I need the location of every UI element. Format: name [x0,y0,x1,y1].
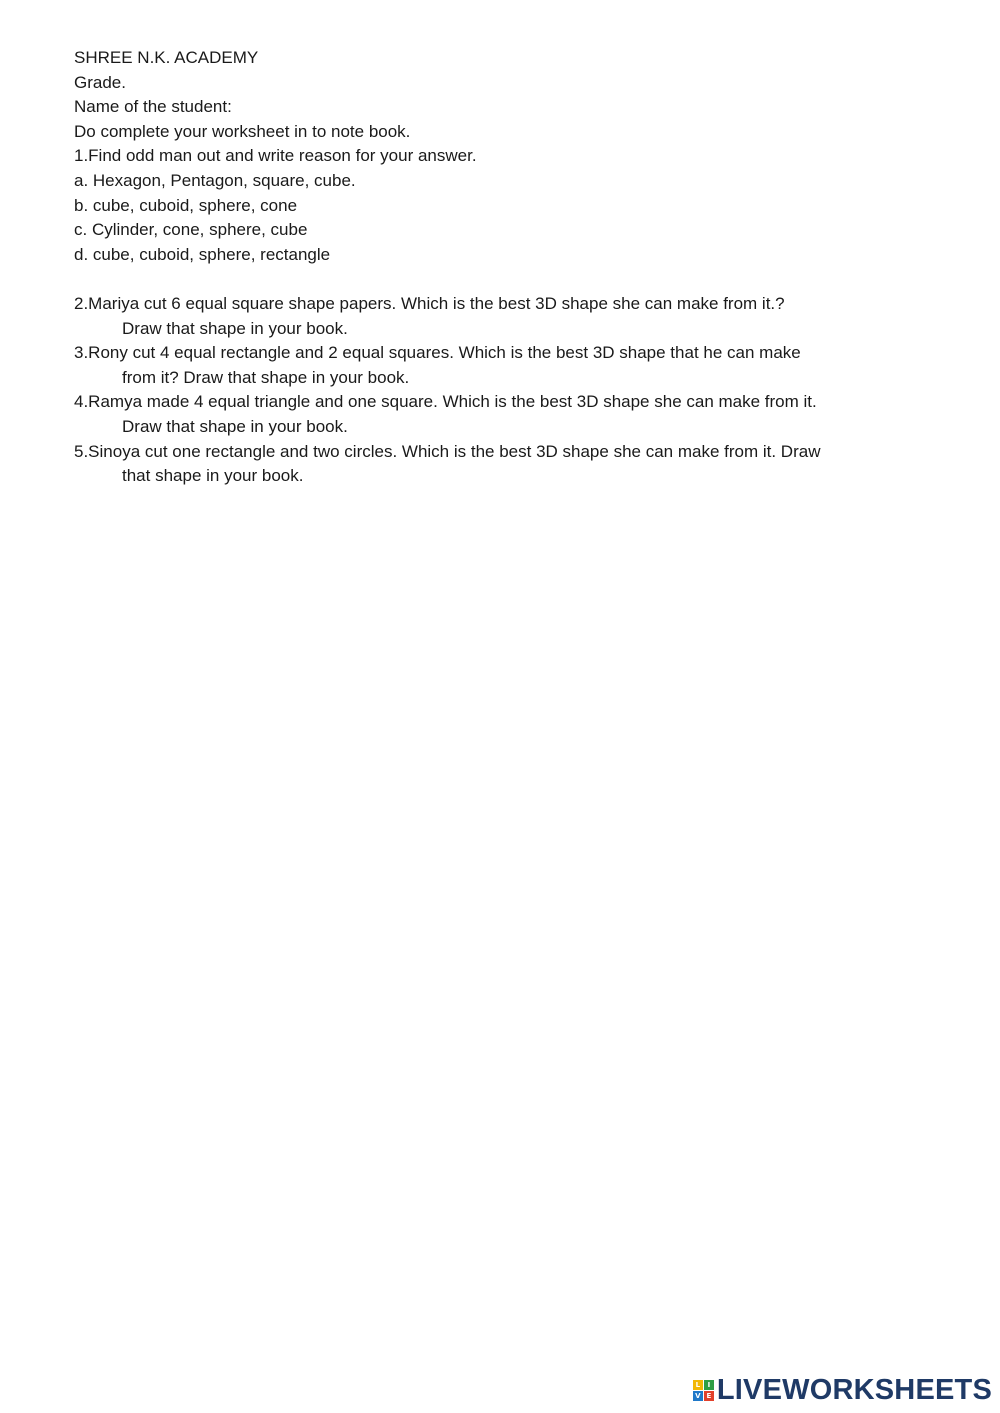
instruction-text: Do complete your worksheet in to note book. [74,121,411,141]
logo-tile-v: V [693,1391,703,1401]
question-4-line-2: Draw that shape in your book. [122,416,348,436]
question-1-option-a: a. Hexagon, Pentagon, square, cube. [74,170,356,190]
question-5-line-1: 5.Sinoya cut one rectangle and two circles. Which is the best 3D shape she can make from it. Draw [74,441,821,461]
liveworksheets-wordmark: LIVEWORKSHEETS [716,1374,992,1406]
question-2 [74,292,934,341]
liveworksheets-logo [693,1374,992,1407]
liveworksheets-mark-icon [693,1380,715,1402]
question-5-line-2: that shape in your book. [122,466,304,486]
logo-tile-e: E [704,1391,714,1401]
student-name-label: Name of the student: [74,97,232,117]
question-3 [74,341,934,390]
question-3-line-1: 3.Rony cut 4 equal rectangle and 2 equal squares. Which is the best 3D shape that he can make [74,343,801,363]
question-2-line-1: 2.Mariya cut 6 equal square shape papers. Which is the best 3D shape she can make from it.? [74,293,785,313]
question-4-line-1: 4.Ramya made 4 equal triangle and one square. Which is the best 3D shape she can make from it. [74,392,817,412]
question-3-line-2: from it? Draw that shape in your book. [122,367,410,387]
spacer [74,267,934,292]
question-4 [74,390,934,439]
question-1-option-d: d. cube, cuboid, sphere, rectangle [74,244,331,264]
worksheet-body [74,46,934,489]
question-5 [74,440,934,489]
school-name: SHREE N.K. ACADEMY [74,48,259,67]
logo-tile-i: I [704,1380,714,1390]
question-1-title: 1.Find odd man out and write reason for your answer. [74,146,477,166]
question-1-option-c: c. Cylinder, cone, sphere, cube [74,220,308,240]
question-1-option-b: b. cube, cuboid, sphere, cone [74,195,298,215]
logo-tile-l: L [693,1380,703,1390]
question-2-line-2: Draw that shape in your book. [122,318,348,338]
grade-label: Grade. [74,72,126,92]
